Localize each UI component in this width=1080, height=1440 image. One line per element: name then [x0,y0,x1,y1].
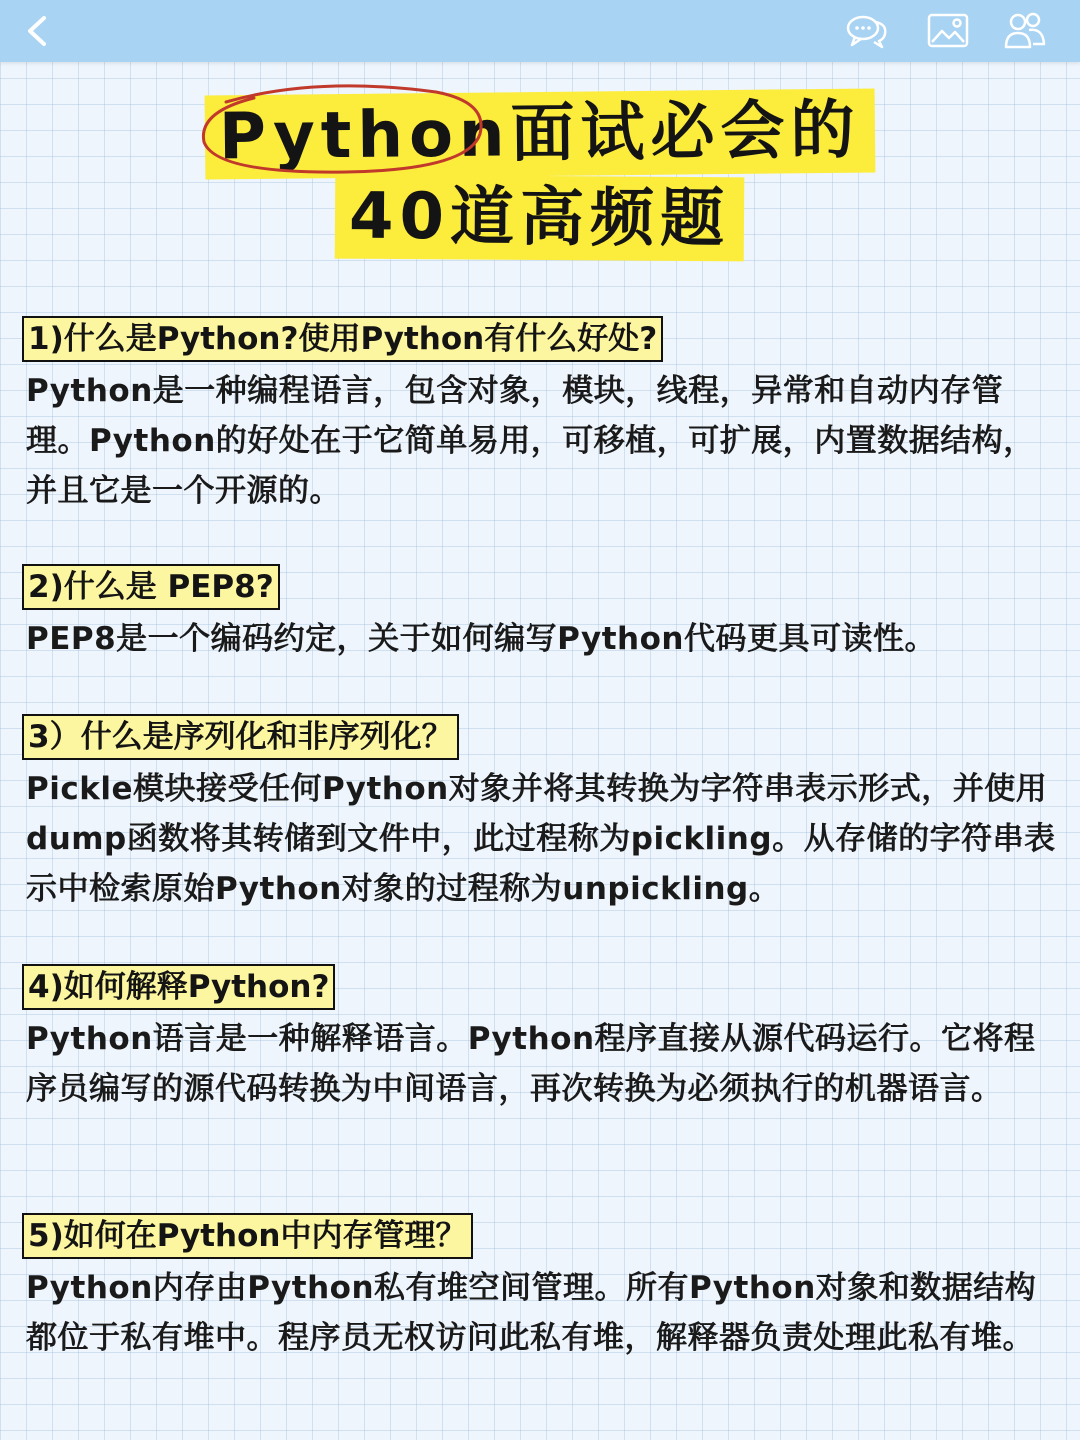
answer-text: Python语言是一种解释语言。Python程序直接从源代码运行。它将程序员编写的源代码转换为中间语言，再次转换为必须执行的机器语言。 [26,1021,1036,1107]
answer-text: PEP8是一个编码约定，关于如何编写Python代码更具可读性。 [26,621,936,657]
question-1 [22,316,1062,516]
answer-text: Python内存由Python私有堆空间管理。所有Python对象和数据结构都位于私有堆中。程序员无权访问此私有堆，解释器负责处理此私有堆。 [26,1270,1037,1356]
chevron-left-icon[interactable] [16,10,60,52]
question-heading: 4)如何解释Python? [22,964,335,1010]
page-title-line-1 [0,92,1080,176]
title-python-word: Python [218,97,512,175]
question-2 [22,564,1062,664]
question-heading: 5)如何在Python中内存管理？ [22,1213,473,1259]
people-icon[interactable] [1003,10,1047,52]
chat-bubbles-icon[interactable] [845,10,889,52]
question-heading: 1)什么是Python?使用Python有什么好处? [22,316,663,362]
question-5 [22,1213,1062,1363]
answer-text: Pickle模块接受任何Python对象并将其转换为字符串表示形式，并使用dump函数将其转储到文件中，此过程称为pickling。从存储的字符串表示中检索原始Python对象的过程称为unpickling。 [26,771,1056,907]
question-heading: 3）什么是序列化和非序列化？ [22,714,459,760]
question-heading: 2)什么是 PEP8? [22,564,280,610]
top-bar [0,0,1080,62]
answer-text: Python是一种编程语言，包含对象，模块，线程，异常和自动内存管理。Python的好处在于它简单易用，可移植，可扩展，内置数据结构，并且它是一个开源的。 [26,373,1035,509]
page-title-line-2 [0,176,1080,260]
question-4 [22,964,1062,1114]
picture-icon[interactable] [926,10,970,52]
title-highlight-2: 40道高频题 [335,175,745,262]
title-line-1-rest: 面试必会的 [510,93,862,172]
title-highlight-1 [205,88,875,179]
question-3 [22,714,1062,914]
